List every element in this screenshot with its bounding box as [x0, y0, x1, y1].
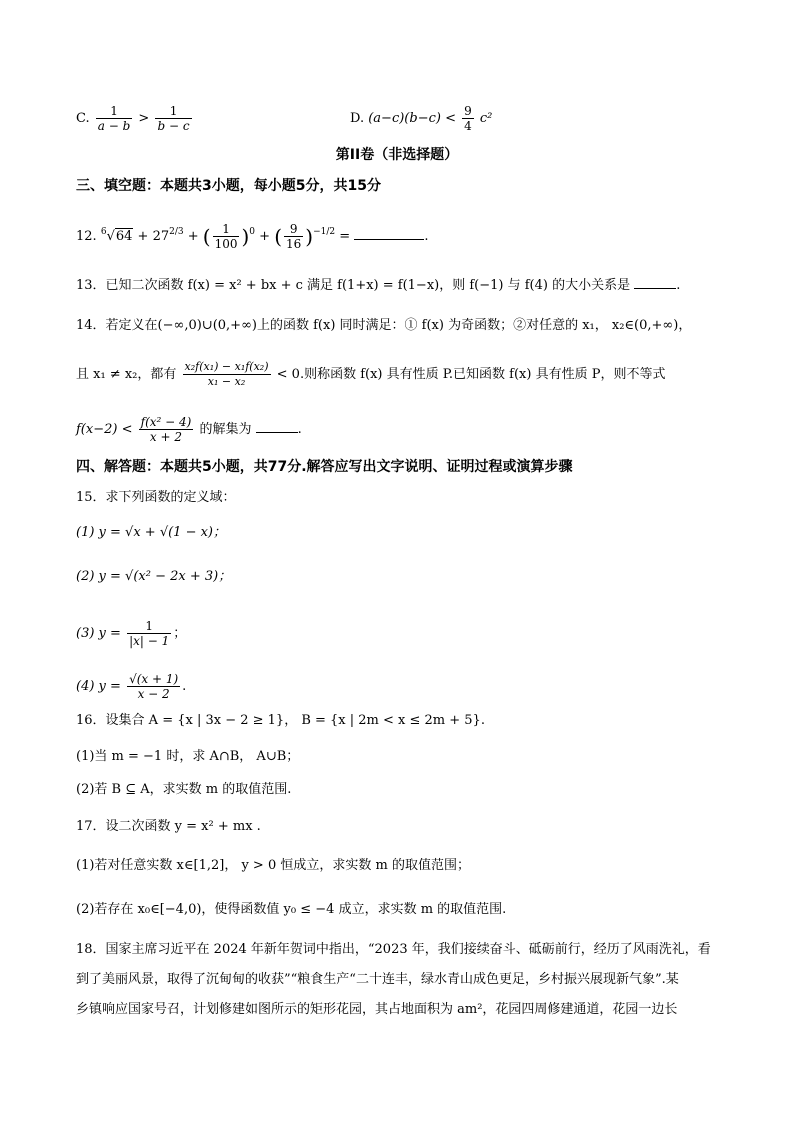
q12-expression: $^6√64 + 27^{2/3}$ + ( $\frac{1}{100}$ )$^0$ + ( $\frac{9}{16}$ )$^{-1/2}$	[100, 222, 336, 251]
q12-answer-blank[interactable]	[354, 227, 424, 240]
q13-answer-blank[interactable]	[634, 276, 676, 289]
option-c-right-fraction: $\frac{1}{b - c}$	[157, 104, 190, 133]
question-18-line2: 到了美丽风景，取得了沉甸甸的收获”“粮食生产“二十连丰，绿水青山成色更足，乡村振兴展现新气象”.某	[76, 972, 679, 987]
option-c: C. $\frac{1}{a - b}$ > $\frac{1}{b - c}$	[76, 104, 190, 133]
question-16-part1: (1)当 m = −1 时，求 A∩B， A∪B；	[76, 749, 300, 764]
question-16-stem: 16．设集合 A = {x | 3x − 2 ≥ 1}， B = {x | 2m < x ≤ 2m + 5}.	[76, 713, 485, 728]
q12-equals: =	[339, 229, 351, 244]
question-15-part2: (2) y = √(x² − 2x + 3)；	[76, 569, 232, 584]
question-15-part3: (3) y = $\frac{1}{|x| - 1}$ ；	[76, 619, 187, 648]
question-18-line1: 18．国家主席习近平在 2024 年新年贺词中指出，“2023 年，我们接续奋斗、砥砺前行，经历了风雨洗礼，看	[76, 942, 711, 957]
question-15-part1: (1) y = √x + √(1 − x)；	[76, 525, 227, 540]
question-12: 12. $^6√64 + 27^{2/3}$ + ( $\frac{1}{100}$ )$^0$ + ( $\frac{9}{16}$ )$^{-1/2}$ = .	[76, 222, 429, 251]
option-c-label: C.	[76, 111, 90, 126]
option-d-expr: (a−c)(b−c) <	[368, 111, 456, 126]
question-18-line3: 乡镇响应国家号召，计划修建如图所示的矩形花园，其占地面积为 am²，花园四周修建通道，花园一边长	[76, 1002, 678, 1017]
question-17-part1: (1)若对任意实数 x∈[1,2]， y > 0 恒成立，求实数 m 的取值范围；	[76, 858, 470, 873]
q14-inequality-fraction: $\frac{\text{f(x² − 4)}}{x + 2}$	[140, 415, 192, 444]
q12-number: 12.	[76, 229, 97, 244]
question-16-part2: (2)若 B ⊆ A，求实数 m 的取值范围.	[76, 782, 292, 797]
q15-part3-fraction: $\frac{1}{|x| - 1}$	[129, 619, 170, 648]
section3-title: 三、填空题：本题共3小题，每小题5分，共15分	[76, 178, 381, 194]
question-17-part2: (2)若存在 x₀∈[−4,0)，使得函数值 y₀ ≤ −4 成立，求实数 m 的取值范围.	[76, 902, 507, 917]
q14-answer-blank[interactable]	[256, 420, 298, 433]
section4-title: 四、解答题：本题共5小题，共77分.解答应写出文字说明、证明过程或演算步骤	[76, 459, 573, 475]
question-14-line2: 且 x₁ ≠ x₂，都有 $\frac{\text{x₂f(x₁) − x₁f(x₂)}}{\text{x₁ − x₂}}$ < 0.则称函数 f(x) 具有性质 P.已知函数 f(x) 具有性质 P，则不等式	[76, 360, 666, 388]
option-d-fraction: $\frac{9}{4}$	[464, 104, 472, 133]
option-d	[350, 104, 492, 133]
option-c-left-fraction: $\frac{1}{a - b}$	[97, 104, 131, 133]
part2-title: 第II卷（非选择题）	[335, 147, 459, 163]
question-14-line3: f(x−2) < $\frac{\text{f(x² − 4)}}{x + 2}$ 的解集为 .	[76, 415, 302, 444]
q15-part4-fraction: $\frac{√(x + 1)}{x - 2}$	[129, 672, 179, 701]
q14-condition-fraction: $\frac{\text{x₂f(x₁) − x₁f(x₂)}}{\text{x₁ − x₂}}$	[184, 360, 269, 388]
question-15-part4: (4) y = $\frac{√(x + 1)}{x - 2}$ .	[76, 672, 187, 701]
question-17-stem: 17．设二次函数 y = x² + mx .	[76, 819, 261, 834]
question-13: 13．已知二次函数 f(x) = x² + bx + c 满足 f(1+x) = f(1−x)，则 f(−1) 与 f(4) 的大小关系是 .	[76, 278, 681, 293]
q13-text: 13．已知二次函数 f(x) = x² + bx + c 满足 f(1+x) = f(1−x)，则 f(−1) 与 f(4) 的大小关系是	[76, 278, 631, 293]
option-d-label: D.	[350, 111, 365, 126]
option-d-tail: c²	[479, 111, 493, 126]
question-14-line1: 14．若定义在(−∞,0)∪(0,+∞)上的函数 f(x) 同时满足：① f(x) 为奇函数；②对任意的 x₁， x₂∈(0,+∞)，	[76, 318, 692, 333]
question-15-stem: 15．求下列函数的定义域：	[76, 490, 236, 505]
